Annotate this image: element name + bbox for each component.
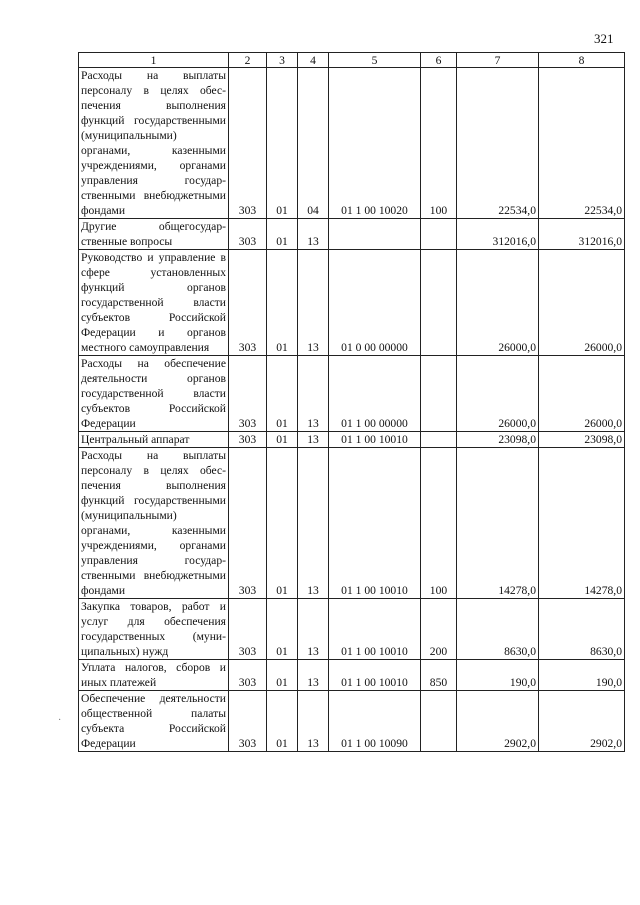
column-header: 7 — [457, 53, 539, 68]
cell-col4: 13 — [298, 448, 329, 599]
column-header: 8 — [539, 53, 625, 68]
cell-col7: 190,0 — [457, 660, 539, 691]
cell-col3: 01 — [267, 691, 298, 752]
cell-col7: 22534,0 — [457, 68, 539, 219]
cell-col3: 01 — [267, 68, 298, 219]
cell-col7: 312016,0 — [457, 219, 539, 250]
cell-col6: 100 — [421, 448, 457, 599]
cell-col8: 14278,0 — [539, 448, 625, 599]
cell-col6 — [421, 356, 457, 432]
page-number: 321 — [594, 31, 614, 46]
cell-col8: 190,0 — [539, 660, 625, 691]
cell-col8: 26000,0 — [539, 356, 625, 432]
column-header: 4 — [298, 53, 329, 68]
cell-col4: 13 — [298, 599, 329, 660]
cell-col2: 303 — [229, 432, 267, 448]
cell-col8: 8630,0 — [539, 599, 625, 660]
table-row — [79, 219, 625, 250]
cell-col4: 04 — [298, 68, 329, 219]
column-header: 6 — [421, 53, 457, 68]
cell-col2: 303 — [229, 250, 267, 356]
cell-col3: 01 — [267, 219, 298, 250]
cell-col3: 01 — [267, 432, 298, 448]
cell-col8: 312016,0 — [539, 219, 625, 250]
cell-col2: 303 — [229, 599, 267, 660]
cell-col5: 01 1 00 00000 — [329, 356, 421, 432]
row-name: Центральный аппарат — [79, 432, 229, 448]
cell-col4: 13 — [298, 432, 329, 448]
cell-col3: 01 — [267, 448, 298, 599]
cell-col5 — [329, 219, 421, 250]
row-name: Расходы на выплаты персоналу в целях обеспечения выполнения функций государственными (муниципальными) органами, казенными учреждениями, органами управления государственными внебюджетными фондами — [79, 448, 229, 599]
cell-col7: 8630,0 — [457, 599, 539, 660]
cell-col3: 01 — [267, 250, 298, 356]
cell-col3: 01 — [267, 660, 298, 691]
row-name: Закупка товаров, работ и услуг для обеспечения государственных (муниципальных) нужд — [79, 599, 229, 660]
cell-col6 — [421, 250, 457, 356]
cell-col5: 01 0 00 00000 — [329, 250, 421, 356]
table-row — [79, 432, 625, 448]
margin-mark: · — [58, 715, 62, 726]
cell-col7: 2902,0 — [457, 691, 539, 752]
row-name: Руководство и управление в сфере установленных функций органов государственной власти субъектов Российской Федерации и органов местного самоуправления — [79, 250, 229, 356]
cell-col5: 01 1 00 10010 — [329, 448, 421, 599]
row-name: Обеспечение деятельности общественной палаты субъекта Российской Федерации — [79, 691, 229, 752]
table-row — [79, 250, 625, 356]
cell-col5: 01 1 00 10090 — [329, 691, 421, 752]
column-header: 3 — [267, 53, 298, 68]
table-row — [79, 691, 625, 752]
cell-col8: 23098,0 — [539, 432, 625, 448]
cell-col6: 200 — [421, 599, 457, 660]
cell-col2: 303 — [229, 660, 267, 691]
cell-col2: 303 — [229, 448, 267, 599]
row-name: Расходы на обеспечение деятельности органов государственной власти субъектов Российской Федерации — [79, 356, 229, 432]
cell-col4: 13 — [298, 691, 329, 752]
cell-col4: 13 — [298, 356, 329, 432]
cell-col8: 2902,0 — [539, 691, 625, 752]
table-row — [79, 599, 625, 660]
cell-col7: 23098,0 — [457, 432, 539, 448]
cell-col6 — [421, 219, 457, 250]
table-row — [79, 68, 625, 219]
header-row — [79, 53, 625, 68]
cell-col6 — [421, 691, 457, 752]
cell-col7: 26000,0 — [457, 250, 539, 356]
cell-col6: 850 — [421, 660, 457, 691]
row-name: Расходы на выплаты персоналу в целях обеспечения выполнения функций государственными (муниципальными) органами, казенными учреждениями, органами управления государственными внебюджетными фондами — [79, 68, 229, 219]
cell-col5: 01 1 00 10010 — [329, 599, 421, 660]
cell-col6 — [421, 432, 457, 448]
cell-col6: 100 — [421, 68, 457, 219]
table-row — [79, 448, 625, 599]
cell-col4: 13 — [298, 660, 329, 691]
table-row — [79, 660, 625, 691]
row-name: Уплата налогов, сборов и иных платежей — [79, 660, 229, 691]
cell-col2: 303 — [229, 219, 267, 250]
cell-col3: 01 — [267, 599, 298, 660]
cell-col8: 26000,0 — [539, 250, 625, 356]
row-name: Другие общегосударственные вопросы — [79, 219, 229, 250]
cell-col2: 303 — [229, 68, 267, 219]
column-header: 2 — [229, 53, 267, 68]
cell-col7: 26000,0 — [457, 356, 539, 432]
cell-col8: 22534,0 — [539, 68, 625, 219]
cell-col4: 13 — [298, 219, 329, 250]
cell-col3: 01 — [267, 356, 298, 432]
table-row — [79, 356, 625, 432]
column-header: 1 — [79, 53, 229, 68]
cell-col2: 303 — [229, 356, 267, 432]
cell-col4: 13 — [298, 250, 329, 356]
column-header: 5 — [329, 53, 421, 68]
cell-col2: 303 — [229, 691, 267, 752]
cell-col5: 01 1 00 10010 — [329, 660, 421, 691]
budget-table — [78, 52, 625, 752]
cell-col5: 01 1 00 10010 — [329, 432, 421, 448]
cell-col7: 14278,0 — [457, 448, 539, 599]
cell-col5: 01 1 00 10020 — [329, 68, 421, 219]
